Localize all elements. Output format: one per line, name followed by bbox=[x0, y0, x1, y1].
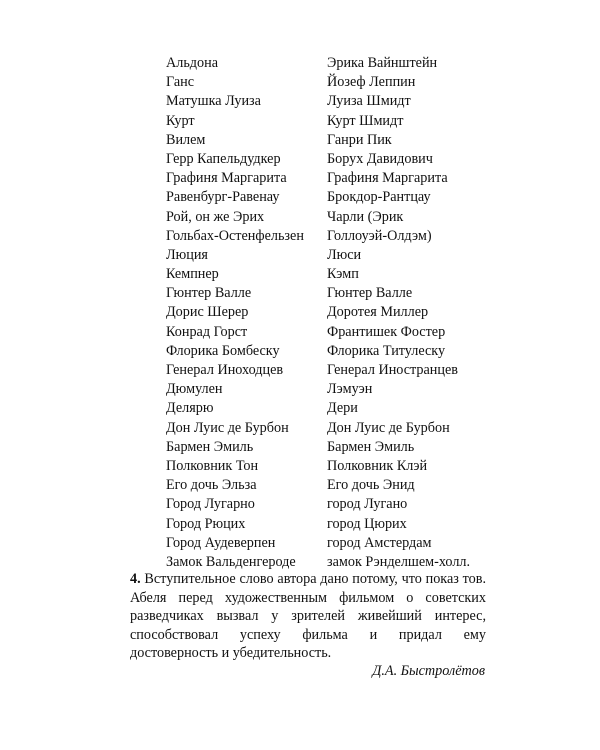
real-name: Его дочь Энид bbox=[327, 477, 415, 494]
name-row bbox=[166, 112, 496, 131]
real-name: Гюнтер Валле bbox=[327, 285, 413, 302]
original-name: Замок Вальденгероде bbox=[166, 553, 296, 570]
original-name: Графиня Маргарита bbox=[166, 170, 287, 187]
name-row bbox=[166, 515, 496, 534]
footnote-number: 4. bbox=[130, 571, 141, 587]
name-row bbox=[166, 54, 496, 73]
original-name: Дон Луис де Бурбон bbox=[166, 419, 289, 436]
original-name: Генерал Иноходцев bbox=[166, 362, 284, 378]
real-name: Луиза Шмидт bbox=[327, 93, 411, 110]
original-name: Город Рюцих bbox=[166, 515, 246, 532]
name-row bbox=[166, 380, 496, 399]
original-name: Дюмулен bbox=[166, 381, 223, 398]
name-row bbox=[166, 438, 496, 457]
original-name: Курт bbox=[166, 112, 195, 129]
original-name: Рой, он же Эрих bbox=[166, 208, 265, 225]
real-name: Генерал Иностранцев bbox=[327, 362, 458, 378]
original-name: Матушка Луиза bbox=[166, 93, 261, 110]
real-name: Бармен Эмиль bbox=[327, 438, 415, 455]
real-name: Курт Шмидт bbox=[327, 112, 404, 129]
original-name: Кемпнер bbox=[166, 266, 219, 283]
original-name: Вилем bbox=[166, 131, 206, 148]
name-row bbox=[166, 246, 496, 265]
name-row bbox=[166, 457, 496, 476]
name-row bbox=[166, 188, 496, 207]
name-row bbox=[166, 265, 496, 284]
real-name: Лэмуэн bbox=[327, 381, 373, 398]
original-name: Гольбах-Остенфельзен bbox=[166, 227, 304, 244]
name-row bbox=[166, 419, 496, 438]
name-row bbox=[166, 92, 496, 111]
name-row bbox=[166, 169, 496, 188]
name-row bbox=[166, 73, 496, 92]
real-name: Брокдор-Рантцау bbox=[327, 189, 431, 206]
footnote-paragraph bbox=[130, 570, 486, 663]
real-name: Флорика Титулеску bbox=[327, 342, 446, 359]
original-name: Его дочь Эльза bbox=[166, 477, 257, 494]
name-row bbox=[166, 399, 496, 418]
name-row bbox=[166, 476, 496, 495]
real-name: Дон Луис де Бурбон bbox=[327, 419, 450, 436]
real-name: замок Рэнделшем-холл. bbox=[327, 553, 471, 570]
original-name: Конрад Горст bbox=[166, 323, 248, 340]
name-correspondence-table bbox=[166, 54, 496, 572]
real-name: Доротея Миллер bbox=[327, 304, 429, 321]
original-name: Гюнтер Валле bbox=[166, 285, 252, 302]
name-row bbox=[166, 131, 496, 150]
name-row bbox=[166, 342, 496, 361]
real-name: Франтишек Фостер bbox=[327, 323, 446, 340]
real-name: Дери bbox=[327, 400, 358, 417]
name-row bbox=[166, 323, 496, 342]
name-row bbox=[166, 534, 496, 553]
real-name: Голлоуэй-Олдэм) bbox=[327, 227, 432, 244]
footnote-text: Вступительное слово автора дано потому, что показ тов. Абеля перед художественным фильмом о советских разведчиках вызвал у зрителей живейший интерес, способствовал успеху фильма и придал ему достоверность и убедительность. bbox=[130, 571, 486, 661]
original-name: Город Лугарно bbox=[166, 496, 255, 513]
original-name: Город Аудеверпен bbox=[166, 534, 276, 551]
name-row bbox=[166, 495, 496, 514]
original-name: Люция bbox=[166, 246, 208, 263]
real-name: Эрика Вайнштейн bbox=[327, 55, 438, 71]
original-name: Дорис Шерер bbox=[166, 304, 249, 321]
real-name: Йозеф Леппин bbox=[327, 74, 416, 91]
name-row bbox=[166, 150, 496, 169]
original-name: Ганс bbox=[166, 74, 195, 91]
real-name: Кэмп bbox=[327, 266, 359, 283]
real-name: Ганри Пик bbox=[327, 131, 392, 148]
real-name: Чарли (Эрик bbox=[327, 208, 404, 225]
name-row bbox=[166, 227, 496, 246]
original-name: Равенбург-Равенау bbox=[166, 189, 280, 206]
real-name: Борух Давидович bbox=[327, 150, 433, 167]
real-name: город Цюрих bbox=[327, 515, 407, 532]
original-name: Герр Капельдудкер bbox=[166, 150, 281, 167]
real-name: город Амстердам bbox=[327, 534, 432, 551]
name-row bbox=[166, 361, 496, 380]
original-name: Полковник Тон bbox=[166, 457, 259, 474]
original-name: Альдона bbox=[166, 55, 218, 71]
author-signature: Д.А. Быстролётов bbox=[372, 663, 485, 679]
real-name: Полковник Клэй bbox=[327, 457, 428, 474]
original-name: Бармен Эмиль bbox=[166, 438, 254, 455]
name-row bbox=[166, 284, 496, 303]
name-row bbox=[166, 208, 496, 227]
original-name: Флорика Бомбеску bbox=[166, 342, 280, 359]
real-name: Графиня Маргарита bbox=[327, 170, 448, 187]
real-name: Люси bbox=[327, 246, 362, 263]
name-row bbox=[166, 303, 496, 322]
original-name: Делярю bbox=[166, 400, 214, 417]
real-name: город Лугано bbox=[327, 496, 408, 513]
